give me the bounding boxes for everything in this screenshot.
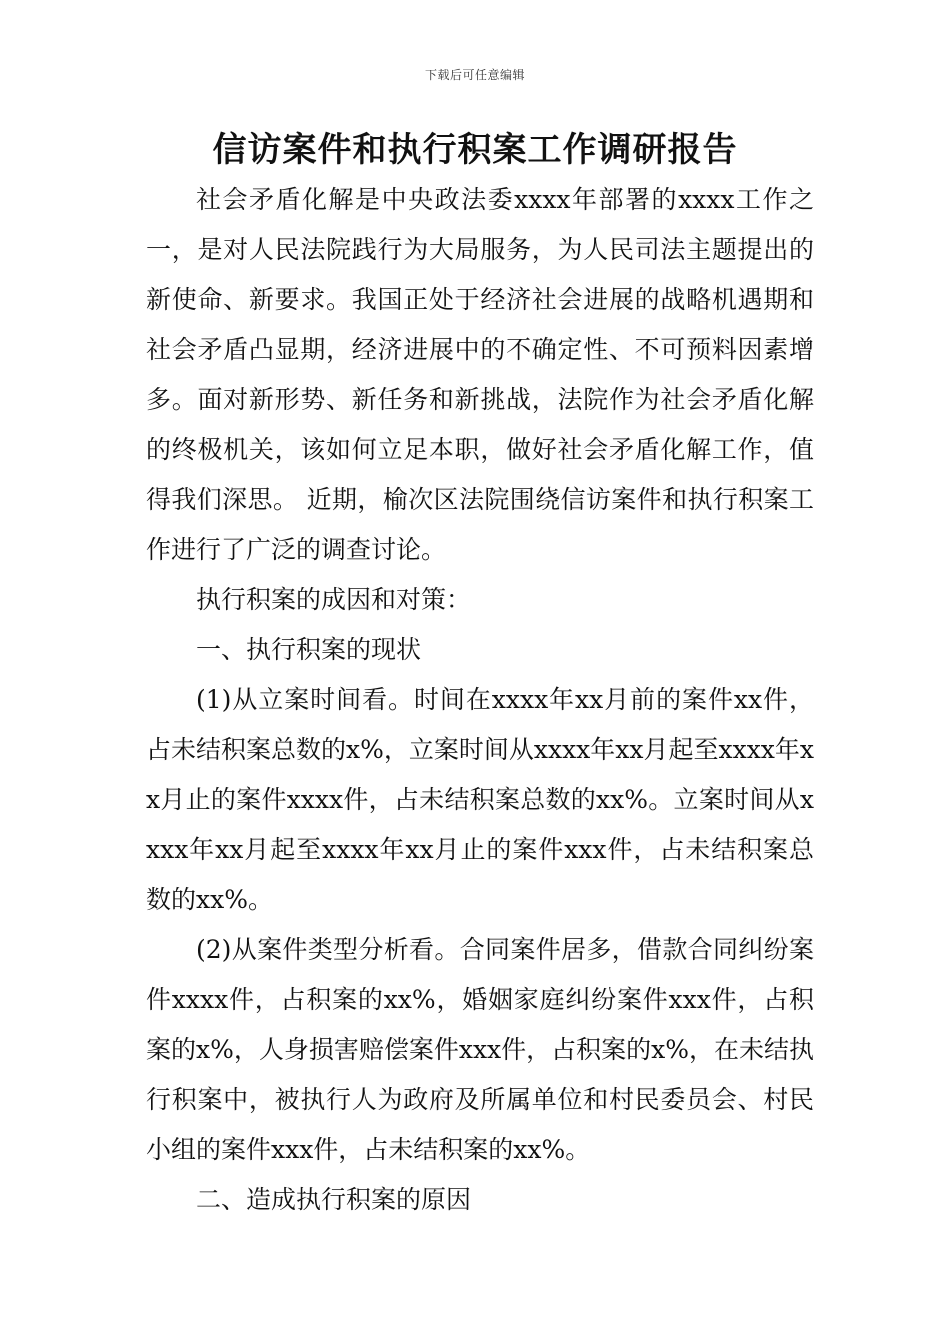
paragraph-case-types: (2)从案件类型分析看。合同案件居多，借款合同纠纷案件xxxx件，占积案的xx%，婚姻家庭纠纷案件xxx件，占积案的x%，人身损害赔偿案件xxx件，占积案的x%，在未结执行积案中，被执行人为政府及所属单位和村民委员会、村民小组的案件xxx件，占未结积案的xx%。 [146, 935, 815, 1164]
document-title: 信访案件和执行积案工作调研报告 [212, 130, 738, 170]
section-heading-status: 一、执行积案的现状 [196, 635, 422, 664]
header-note: 下载后可任意编辑 [424, 68, 525, 82]
paragraph-causes-heading: 执行积案的成因和对策： [196, 585, 472, 614]
paragraph-filing-time: (1)从立案时间看。时间在xxxx年xx月前的案件xx件，占未结积案总数的x%，立案时间从xxxx年xx月起至xxxx年xx月止的案件xxxx件，占未结积案总数的xx%。立案时间从xxxx年xx月起至xxxx年xx月止的案件xxx件，占未结积案总数的xx%。 [146, 685, 814, 914]
paragraph-intro: 社会矛盾化解是中央政法委xxxx年部署的xxxx工作之一，是对人民法院践行为大局服务，为人民司法主题提出的新使命、新要求。我国正处于经济社会进展的战略机遇期和社会矛盾凸显期，经济进展中的不确定性、不可预料因素增多。面对新形势、新任务和新挑战，法院作为社会矛盾化解的终极机关，该如何立足本职，做好社会矛盾化解工作，值得我们深思。 近期，榆次区法院围绕信访案件和执行积案工作进行了广泛的调查讨论。 [146, 185, 814, 564]
document-body [146, 175, 814, 1225]
section-heading-reasons: 二、造成执行积案的原因 [196, 1185, 472, 1214]
